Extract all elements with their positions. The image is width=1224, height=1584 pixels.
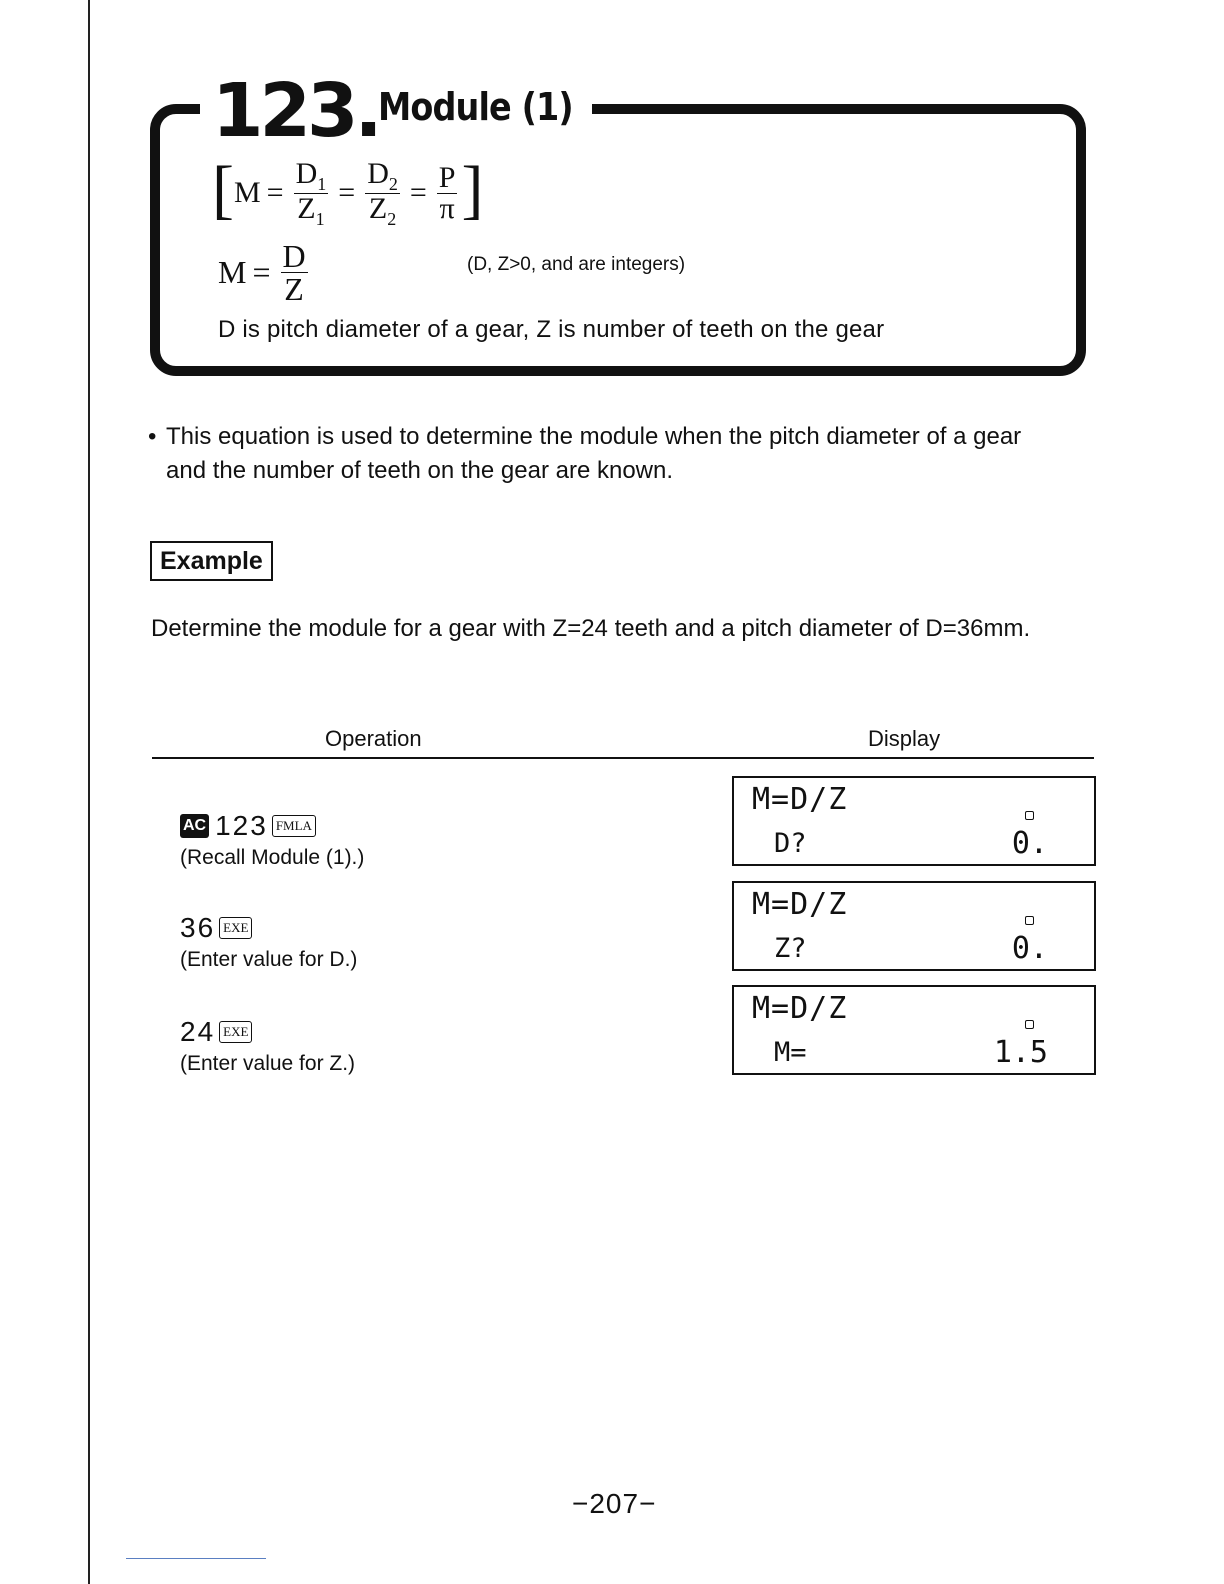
denominator: π bbox=[439, 191, 455, 225]
digit-keys: 24 bbox=[180, 1016, 216, 1047]
fraction-d1-z1 bbox=[294, 156, 329, 229]
equals-sign: = bbox=[266, 176, 284, 209]
digit-keys: 123 bbox=[215, 810, 268, 841]
variable-definition: D is pitch diameter of a gear, Z is number of teeth on the gear bbox=[218, 316, 885, 343]
description-line-1: This equation is used to determine the module when the pitch diameter of a gear bbox=[166, 423, 1022, 450]
left-bracket: [ bbox=[212, 153, 234, 226]
example-problem: Determine the module for a gear with Z=24 teeth and a pitch diameter of D=36mm. bbox=[151, 615, 1031, 642]
bullet-icon: • bbox=[148, 423, 157, 450]
numerator: $D_1$ bbox=[295, 156, 327, 194]
exe-key: EXE bbox=[219, 917, 252, 939]
lcd-prompt: D? bbox=[774, 828, 807, 859]
footer-rule bbox=[126, 1558, 266, 1559]
binding-line bbox=[88, 0, 90, 1584]
denominator: $Z_2$ bbox=[368, 191, 397, 229]
fraction-p-pi bbox=[437, 160, 458, 225]
section-title: Module (1) bbox=[378, 85, 573, 129]
equals-sign: = bbox=[338, 176, 356, 209]
step-3-operation bbox=[180, 1014, 355, 1076]
equation-condition: (D, Z>0, and are integers) bbox=[467, 254, 686, 275]
lcd-prompt: Z? bbox=[774, 933, 807, 964]
step-1-operation bbox=[180, 808, 364, 870]
equals-sign: = bbox=[252, 254, 271, 290]
general-lhs: M bbox=[233, 176, 261, 209]
d-indicator-icon bbox=[1025, 1020, 1034, 1029]
display-header: Display bbox=[868, 726, 941, 751]
page-number: −207− bbox=[572, 1488, 657, 1519]
numerator: $D_2$ bbox=[367, 156, 398, 194]
header-rule bbox=[152, 757, 1094, 759]
key-sequence bbox=[180, 1014, 355, 1050]
numerator: D bbox=[282, 238, 306, 274]
step-note: (Enter value for D.) bbox=[180, 948, 358, 971]
description bbox=[148, 420, 1100, 488]
digit-keys: 36 bbox=[180, 912, 216, 943]
lcd-formula: M=D/Z bbox=[752, 782, 848, 817]
step-2-operation bbox=[180, 910, 357, 972]
right-bracket: ] bbox=[461, 153, 484, 226]
lcd-formula: M=D/Z bbox=[752, 887, 848, 922]
key-sequence bbox=[180, 808, 364, 844]
equals-sign: = bbox=[409, 176, 427, 209]
denominator: Z bbox=[284, 271, 304, 307]
d-indicator-icon bbox=[1025, 811, 1034, 820]
general-equation bbox=[212, 153, 484, 229]
lcd-value: 1.5 bbox=[993, 1035, 1048, 1070]
lcd-value: 0. bbox=[1011, 826, 1048, 861]
denominator: $Z_1$ bbox=[297, 191, 325, 229]
example-label: Example bbox=[150, 541, 273, 581]
step-1-display bbox=[732, 776, 1096, 866]
fraction-d-z bbox=[281, 240, 308, 305]
d-indicator-icon bbox=[1025, 916, 1034, 925]
main-lhs: M bbox=[218, 254, 247, 290]
exe-key: EXE bbox=[219, 1021, 252, 1043]
key-sequence bbox=[180, 910, 357, 946]
step-note: (Recall Module (1).) bbox=[180, 846, 365, 869]
section-number: 123. bbox=[212, 68, 379, 154]
step-2-display bbox=[732, 881, 1096, 971]
fraction-d2-z2 bbox=[365, 156, 400, 229]
lcd-prompt: M= bbox=[774, 1037, 807, 1068]
lcd-value: 0. bbox=[1011, 931, 1048, 966]
ac-key: AC bbox=[180, 814, 209, 838]
lcd-formula: M=D/Z bbox=[752, 991, 848, 1026]
step-3-display bbox=[732, 985, 1096, 1075]
step-note: (Enter value for Z.) bbox=[180, 1052, 356, 1075]
operation-header: Operation bbox=[325, 726, 422, 751]
numerator: P bbox=[438, 160, 456, 194]
fmla-key: FMLA bbox=[272, 815, 316, 837]
description-line-2: and the number of teeth on the gear are known. bbox=[166, 457, 674, 484]
main-equation bbox=[218, 240, 312, 305]
